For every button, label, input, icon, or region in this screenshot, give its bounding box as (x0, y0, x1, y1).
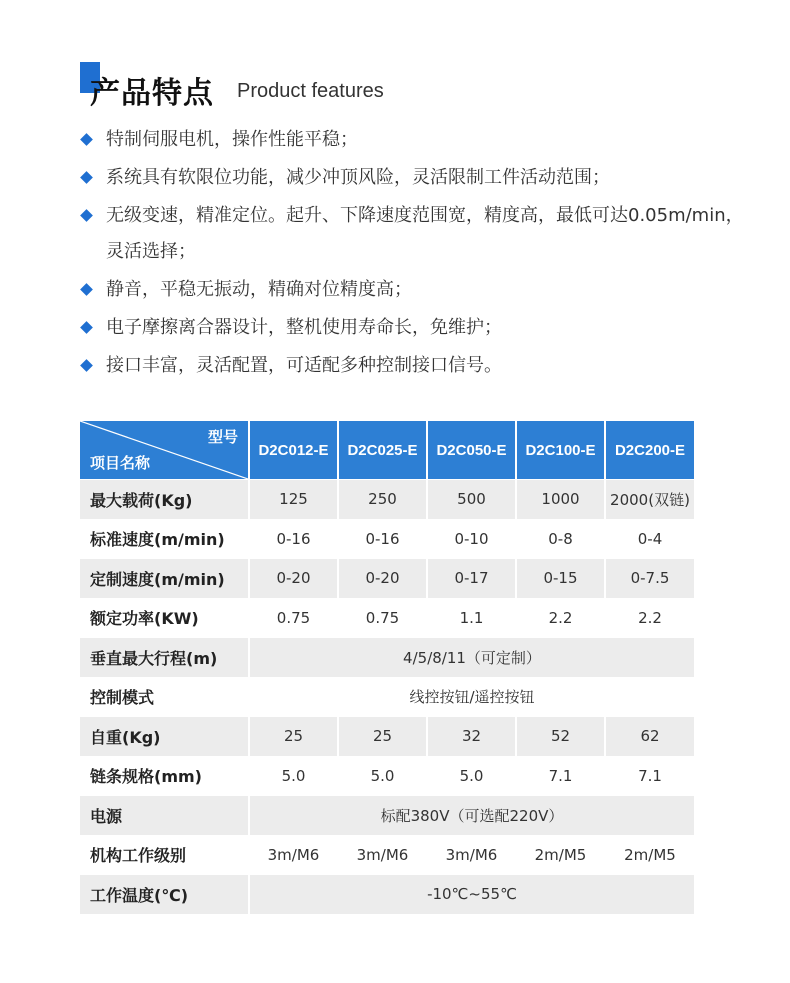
table-cell: 250 (337, 479, 426, 519)
feature-item (80, 122, 760, 158)
model-header: D2C025-E (337, 421, 426, 479)
table-cell: 7.1 (515, 756, 604, 796)
model-header: D2C050-E (426, 421, 515, 479)
table-cell-merged: -10℃~55℃ (248, 874, 694, 914)
row-label: 机构工作级别 (80, 835, 248, 875)
table-cell: 2.2 (515, 598, 604, 638)
section-title-cn: 产品特点 (90, 76, 214, 111)
feature-item (80, 310, 760, 346)
table-cell: 2.2 (604, 598, 694, 638)
table-cell: 52 (515, 716, 604, 756)
table-row (80, 558, 694, 598)
diamond-bullet-icon (80, 321, 93, 334)
table-cell: 0-20 (337, 558, 426, 598)
table-row (80, 716, 694, 756)
row-label: 标准速度(m/min) (80, 519, 248, 559)
table-cell: 5.0 (337, 756, 426, 796)
table-cell: 0.75 (248, 598, 337, 638)
table-cell: 3m/M6 (426, 835, 515, 875)
table-cell: 0-17 (426, 558, 515, 598)
table-cell: 0.75 (337, 598, 426, 638)
table-row (80, 795, 694, 835)
table-cell: 0-16 (248, 519, 337, 559)
table-cell: 7.1 (604, 756, 694, 796)
row-label: 电源 (80, 795, 248, 835)
table-row (80, 479, 694, 519)
diamond-bullet-icon (80, 283, 93, 296)
row-label: 垂直最大行程(m) (80, 637, 248, 677)
table-row (80, 874, 694, 914)
table-cell: 3m/M6 (248, 835, 337, 875)
table-cell-merged: 标配380V（可选配220V） (248, 795, 694, 835)
row-label: 额定功率(KW) (80, 598, 248, 638)
table-header-row (80, 421, 694, 479)
corner-label-model: 型号 (207, 428, 238, 446)
table-row (80, 637, 694, 677)
feature-text: 无级变速，精准定位。起升、下降速度范围宽，精度高，最低可达0.05m/min，灵活选择； (106, 205, 744, 262)
feature-text: 接口丰富，灵活配置，可适配多种控制接口信号。 (106, 355, 502, 376)
model-header: D2C012-E (248, 421, 337, 479)
table-cell: 2m/M5 (515, 835, 604, 875)
diamond-bullet-icon (80, 359, 93, 372)
row-label: 自重(Kg) (80, 716, 248, 756)
diamond-bullet-icon (80, 209, 93, 222)
feature-text: 电子摩擦离合器设计，整机使用寿命长，免维护； (106, 317, 502, 338)
table-row (80, 835, 694, 875)
table-cell: 32 (426, 716, 515, 756)
table-cell: 0-16 (337, 519, 426, 559)
table-cell: 1.1 (426, 598, 515, 638)
table-cell: 0-10 (426, 519, 515, 559)
table-row (80, 756, 694, 796)
row-label: 工作温度(℃) (80, 874, 248, 914)
table-cell: 2000(双链) (604, 479, 694, 519)
model-header: D2C100-E (515, 421, 604, 479)
feature-text: 特制伺服电机，操作性能平稳； (106, 129, 358, 150)
table-cell: 5.0 (248, 756, 337, 796)
table-corner-cell (80, 421, 248, 479)
table-cell: 62 (604, 716, 694, 756)
diamond-bullet-icon (80, 171, 93, 184)
corner-label-item: 项目名称 (90, 454, 151, 472)
row-label: 最大载荷(Kg) (80, 479, 248, 519)
model-header: D2C200-E (604, 421, 694, 479)
feature-item (80, 198, 760, 270)
section-title (80, 62, 440, 112)
table-cell: 25 (337, 716, 426, 756)
table-row (80, 677, 694, 717)
section-title-en: Product features (237, 80, 384, 102)
row-label: 链条规格(mm) (80, 756, 248, 796)
feature-item (80, 160, 760, 196)
table-cell: 125 (248, 479, 337, 519)
table-cell: 25 (248, 716, 337, 756)
table-row (80, 598, 694, 638)
row-label: 定制速度(m/min) (80, 558, 248, 598)
feature-text: 静音，平稳无振动，精确对位精度高； (106, 279, 412, 300)
diamond-bullet-icon (80, 133, 93, 146)
table-cell: 0-15 (515, 558, 604, 598)
table-cell: 500 (426, 479, 515, 519)
table-cell: 2m/M5 (604, 835, 694, 875)
row-label: 控制模式 (80, 677, 248, 717)
feature-item (80, 272, 760, 308)
table-cell-merged: 4/5/8/11（可定制） (248, 637, 694, 677)
table-cell-merged: 线控按钮/遥控按钮 (248, 677, 694, 717)
feature-list (80, 122, 760, 384)
feature-item (80, 348, 760, 384)
table-row (80, 519, 694, 559)
table-cell: 0-4 (604, 519, 694, 559)
table-cell: 0-8 (515, 519, 604, 559)
spec-table (80, 421, 694, 914)
table-cell: 0-7.5 (604, 558, 694, 598)
table-cell: 0-20 (248, 558, 337, 598)
table-cell: 3m/M6 (337, 835, 426, 875)
feature-text: 系统具有软限位功能，减少冲顶风险，灵活限制工件活动范围； (106, 167, 610, 188)
table-cell: 5.0 (426, 756, 515, 796)
table-cell: 1000 (515, 479, 604, 519)
